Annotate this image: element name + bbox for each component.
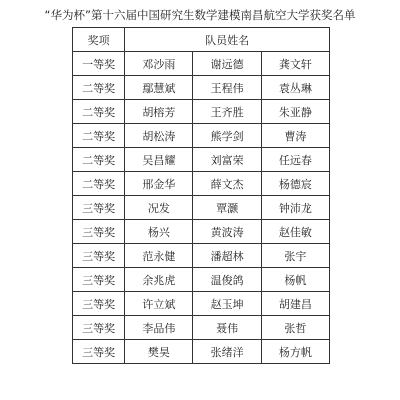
member-name-cell: 谢远德: [193, 52, 261, 76]
member-name-cell: 王程伟: [193, 76, 261, 100]
document-title: “华为杯”第十六届中国研究生数学建模南昌航空大学获奖名单: [44, 8, 356, 22]
table-row: [73, 268, 330, 292]
member-name-cell: 李品伟: [125, 316, 193, 340]
member-name-cell: 聂伟: [193, 316, 261, 340]
table-row: [73, 148, 330, 172]
member-name-cell: 赵佳敏: [261, 220, 329, 244]
member-name-cell: 杨方帆: [261, 340, 329, 364]
member-name-cell: 黄波涛: [193, 220, 261, 244]
table-row: [73, 316, 330, 340]
award-cell: 二等奖: [73, 100, 125, 124]
member-name-cell: 朱亚静: [261, 100, 329, 124]
award-cell: 三等奖: [73, 244, 125, 268]
table-row: [73, 340, 330, 364]
member-name-cell: 余兆虎: [125, 268, 193, 292]
award-cell: 二等奖: [73, 76, 125, 100]
award-table-body: [73, 52, 330, 364]
member-name-cell: 况发: [125, 196, 193, 220]
award-cell: 二等奖: [73, 148, 125, 172]
award-cell: 三等奖: [73, 220, 125, 244]
member-name-cell: 鄢慧斌: [125, 76, 193, 100]
member-name-cell: 张哲: [261, 316, 329, 340]
member-name-cell: 胡松涛: [125, 124, 193, 148]
award-table: [72, 27, 330, 364]
team-column-header: 队员姓名: [125, 28, 330, 52]
award-cell: 三等奖: [73, 340, 125, 364]
award-cell: 二等奖: [73, 124, 125, 148]
member-name-cell: 胡榕芳: [125, 100, 193, 124]
award-column-header: 奖项: [73, 28, 125, 52]
member-name-cell: 王齐胜: [193, 100, 261, 124]
table-row: [73, 52, 330, 76]
table-row: [73, 220, 330, 244]
member-name-cell: 范永健: [125, 244, 193, 268]
award-cell: 三等奖: [73, 268, 125, 292]
member-name-cell: 杨帆: [261, 268, 329, 292]
member-name-cell: 曹涛: [261, 124, 329, 148]
member-name-cell: 温俊鸽: [193, 268, 261, 292]
table-row: [73, 196, 330, 220]
member-name-cell: 樊昊: [125, 340, 193, 364]
member-name-cell: 张宇: [261, 244, 329, 268]
table-row: [73, 172, 330, 196]
table-row: [73, 124, 330, 148]
member-name-cell: 邓沙雨: [125, 52, 193, 76]
member-name-cell: 胡建昌: [261, 292, 329, 316]
member-name-cell: 潘超林: [193, 244, 261, 268]
member-name-cell: 熊学剑: [193, 124, 261, 148]
member-name-cell: 钟沛龙: [261, 196, 329, 220]
table-row: [73, 292, 330, 316]
member-name-cell: 赵玉坤: [193, 292, 261, 316]
member-name-cell: 张绪洋: [193, 340, 261, 364]
award-cell: 三等奖: [73, 292, 125, 316]
award-cell: 一等奖: [73, 52, 125, 76]
member-name-cell: 袁丛琳: [261, 76, 329, 100]
member-name-cell: 龚文轩: [261, 52, 329, 76]
member-name-cell: 杨兴: [125, 220, 193, 244]
member-name-cell: 覃灏: [193, 196, 261, 220]
table-header-row: [73, 28, 330, 52]
member-name-cell: 刘富荣: [193, 148, 261, 172]
member-name-cell: 薛文杰: [193, 172, 261, 196]
table-row: [73, 244, 330, 268]
member-name-cell: 任远春: [261, 148, 329, 172]
member-name-cell: 吴昌耀: [125, 148, 193, 172]
member-name-cell: 邢金华: [125, 172, 193, 196]
award-cell: 二等奖: [73, 172, 125, 196]
award-cell: 三等奖: [73, 196, 125, 220]
member-name-cell: 杨德宸: [261, 172, 329, 196]
table-row: [73, 100, 330, 124]
member-name-cell: 许立斌: [125, 292, 193, 316]
table-row: [73, 76, 330, 100]
award-cell: 三等奖: [73, 316, 125, 340]
